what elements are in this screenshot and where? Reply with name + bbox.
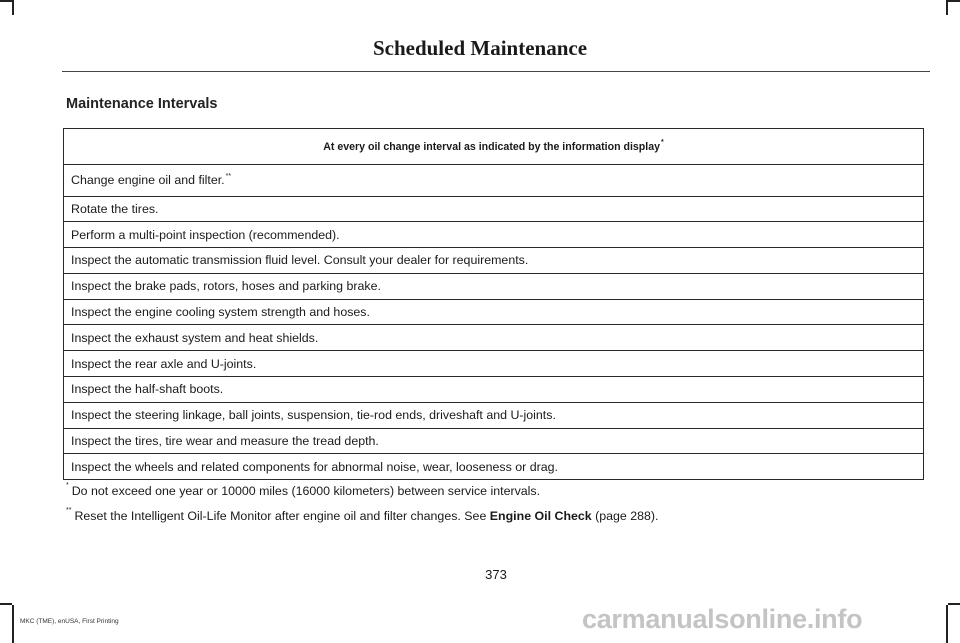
footnote bbox=[66, 509, 659, 523]
footnote-mark: ** bbox=[66, 507, 72, 514]
table-cell: Inspect the automatic transmission fluid level. Consult your dealer for requirements. bbox=[64, 248, 924, 274]
table-header-row bbox=[64, 129, 924, 165]
footnote-page-ref: (page 288). bbox=[591, 509, 659, 523]
footnote-text: Do not exceed one year or 10000 miles (16000 kilometers) between service intervals. bbox=[71, 484, 541, 498]
table-cell: Inspect the engine cooling system strength and hoses. bbox=[64, 299, 924, 325]
table-row bbox=[64, 299, 924, 325]
table-cell: Inspect the tires, tire wear and measure the tread depth. bbox=[64, 428, 924, 454]
table-row bbox=[64, 222, 924, 248]
crop-mark-bottom-right bbox=[946, 605, 948, 643]
table-cell: Perform a multi-point inspection (recommended). bbox=[64, 222, 924, 248]
header-divider bbox=[62, 71, 930, 72]
table-cell: Inspect the wheels and related components for abnormal noise, wear, looseness or drag. bbox=[64, 454, 924, 480]
table-row bbox=[64, 377, 924, 403]
table-row bbox=[64, 248, 924, 274]
table-header-text: At every oil change interval as indicated by the information display bbox=[323, 140, 660, 153]
crop-mark-bottom-right bbox=[948, 603, 960, 605]
page-title: Scheduled Maintenance bbox=[372, 36, 588, 60]
table-cell: Rotate the tires. bbox=[64, 196, 924, 222]
table-cell: Inspect the brake pads, rotors, hoses and parking brake. bbox=[64, 273, 924, 299]
footnote-mark: * bbox=[661, 138, 664, 146]
footnote-text: Reset the Intelligent Oil-Life Monitor after engine oil and filter changes. See bbox=[74, 509, 490, 523]
maintenance-intervals-table bbox=[63, 128, 924, 480]
watermark: carmanualsonline.info bbox=[582, 604, 863, 634]
table-row bbox=[64, 454, 924, 480]
section-title: Maintenance Intervals bbox=[66, 96, 218, 112]
crop-mark-bottom-left bbox=[0, 603, 12, 605]
table-cell: Inspect the rear axle and U-joints. bbox=[64, 351, 924, 377]
crop-mark-top-right bbox=[948, 0, 960, 2]
table-row bbox=[64, 402, 924, 428]
page-number: 373 bbox=[485, 567, 507, 582]
table-row bbox=[64, 196, 924, 222]
table-cell: Inspect the steering linkage, ball joints, suspension, tie-rod ends, driveshaft and U-joints. bbox=[64, 402, 924, 428]
table-row bbox=[64, 273, 924, 299]
crop-mark-top-right bbox=[946, 0, 948, 15]
table-header-cell bbox=[64, 129, 924, 165]
crop-mark-top-left bbox=[0, 0, 12, 2]
printing-info: MKC (TME), enUSA, First Printing bbox=[20, 618, 119, 625]
crop-mark-top-left bbox=[12, 0, 14, 15]
footnote bbox=[66, 484, 540, 498]
table-row bbox=[64, 428, 924, 454]
table-cell: Inspect the half-shaft boots. bbox=[64, 377, 924, 403]
table-cell-text: Change engine oil and filter. bbox=[71, 173, 225, 188]
crop-mark-bottom-left bbox=[12, 605, 14, 643]
table-row bbox=[64, 165, 924, 197]
footnote-mark: * bbox=[66, 482, 69, 489]
footnote-mark: ** bbox=[225, 173, 232, 181]
table-cell: Inspect the exhaust system and heat shields. bbox=[64, 325, 924, 351]
table-row bbox=[64, 325, 924, 351]
engine-oil-check-link[interactable]: Engine Oil Check bbox=[489, 509, 592, 523]
table-row bbox=[64, 351, 924, 377]
table-cell bbox=[64, 165, 924, 197]
